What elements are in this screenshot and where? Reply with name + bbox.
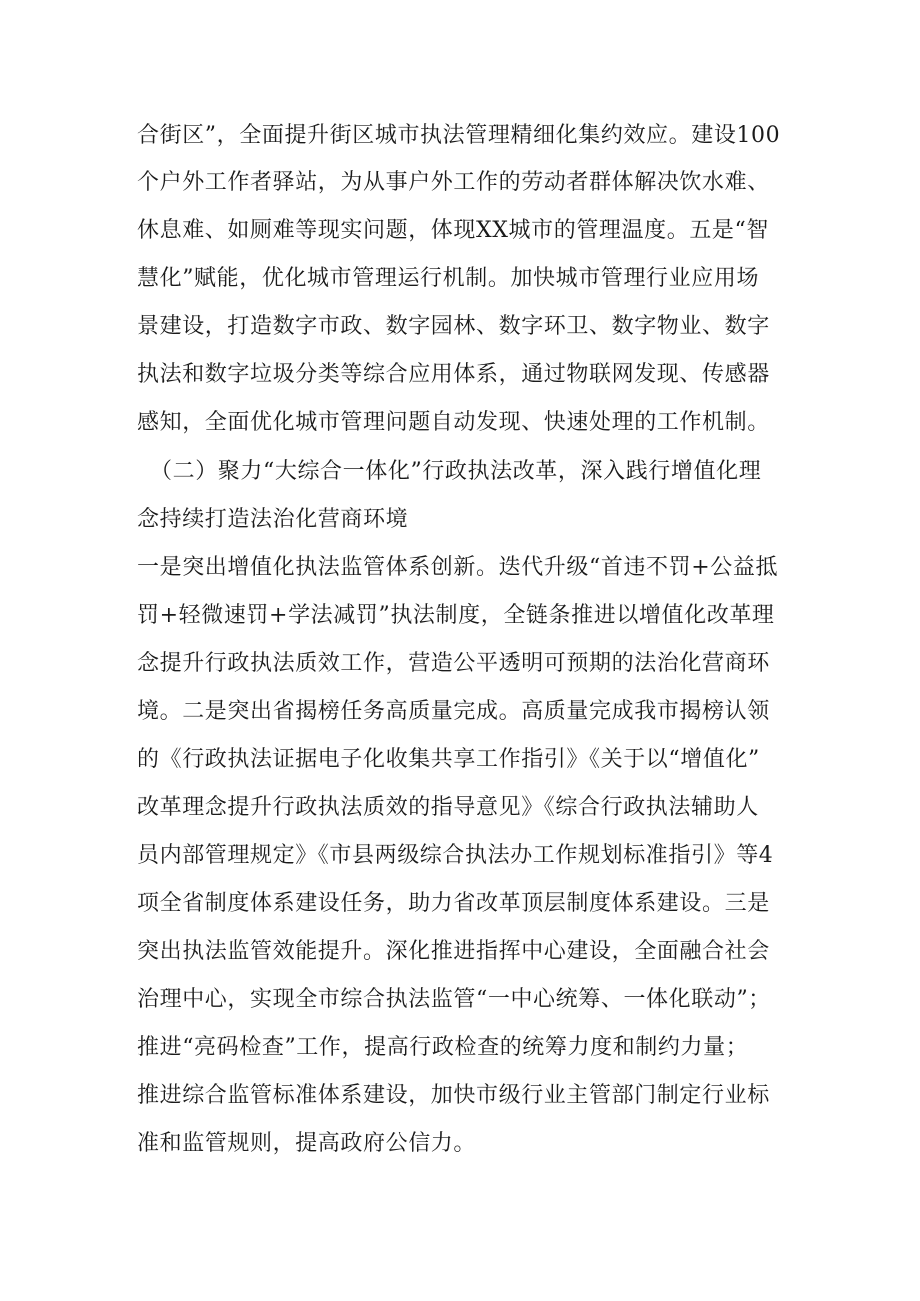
text-line: 的《行政执法证据电子化收集共享工作指引》《关于以“增值化”	[137, 747, 760, 772]
text-line: 休息难、如厕难等现实问题，体现XX城市的管理温度。五是“智	[137, 218, 769, 243]
text-line: 慧化”赋能，优化城市管理运行机制。加快城市管理行业应用场	[137, 266, 760, 291]
text-line: 一是突出增值化执法监管体系创新。迭代升级“首违不罚+公益抵	[137, 555, 779, 580]
text-line: 项全省制度体系建设任务，助力省改革顶层制度体系建设。三是	[137, 891, 770, 916]
text-line: 个户外工作者驿站，为从事户外工作的劳动者群体解决饮水难、	[137, 170, 770, 195]
text-line: 罚+轻微速罚+学法减罚”执法制度，全链条推进以增值化改革理	[137, 603, 775, 628]
section-heading-line: （二）聚力“大综合一体化”行政执法改革，深入践行增值化理	[150, 459, 762, 484]
section-heading-line: 念持续打造法治化营商环境	[137, 507, 409, 532]
text-line: 治理中心，实现全市综合执法监管“一中心统筹、一体化联动”；	[137, 987, 771, 1012]
text-line: 念提升行政执法质效工作，营造公平透明可预期的法治化营商环	[137, 651, 770, 676]
text-line: 改革理念提升行政执法质效的指导意见》《综合行政执法辅助人	[137, 795, 759, 820]
text-line: 境。二是突出省揭榜任务高质量完成。高质量完成我市揭榜认领	[137, 699, 770, 724]
text-line: 员内部管理规定》《市县两级综合执法办工作规划标准指引》等4	[137, 843, 774, 868]
text-line: 推进“亮码检查”工作，提高行政检查的统筹力度和制约力量；	[137, 1035, 749, 1060]
text-line: 合街区”，全面提升街区城市执法管理精细化集约效应。建设100	[137, 123, 781, 148]
text-line: 突出执法监管效能提升。深化推进指挥中心建设，全面融合社会	[137, 939, 770, 964]
text-line: 执法和数字垃圾分类等综合应用体系，通过物联网发现、传感器	[137, 362, 770, 387]
text-line: 推进综合监管标准体系建设，加快市级行业主管部门制定行业标	[137, 1083, 770, 1108]
text-line: 景建设，打造数字市政、数字园林、数字环卫、数字物业、数字	[137, 314, 770, 339]
text-line: 感知，全面优化城市管理问题自动发现、快速处理的工作机制。	[137, 410, 770, 435]
text-line: 准和监管规则，提高政府公信力。	[137, 1131, 477, 1156]
